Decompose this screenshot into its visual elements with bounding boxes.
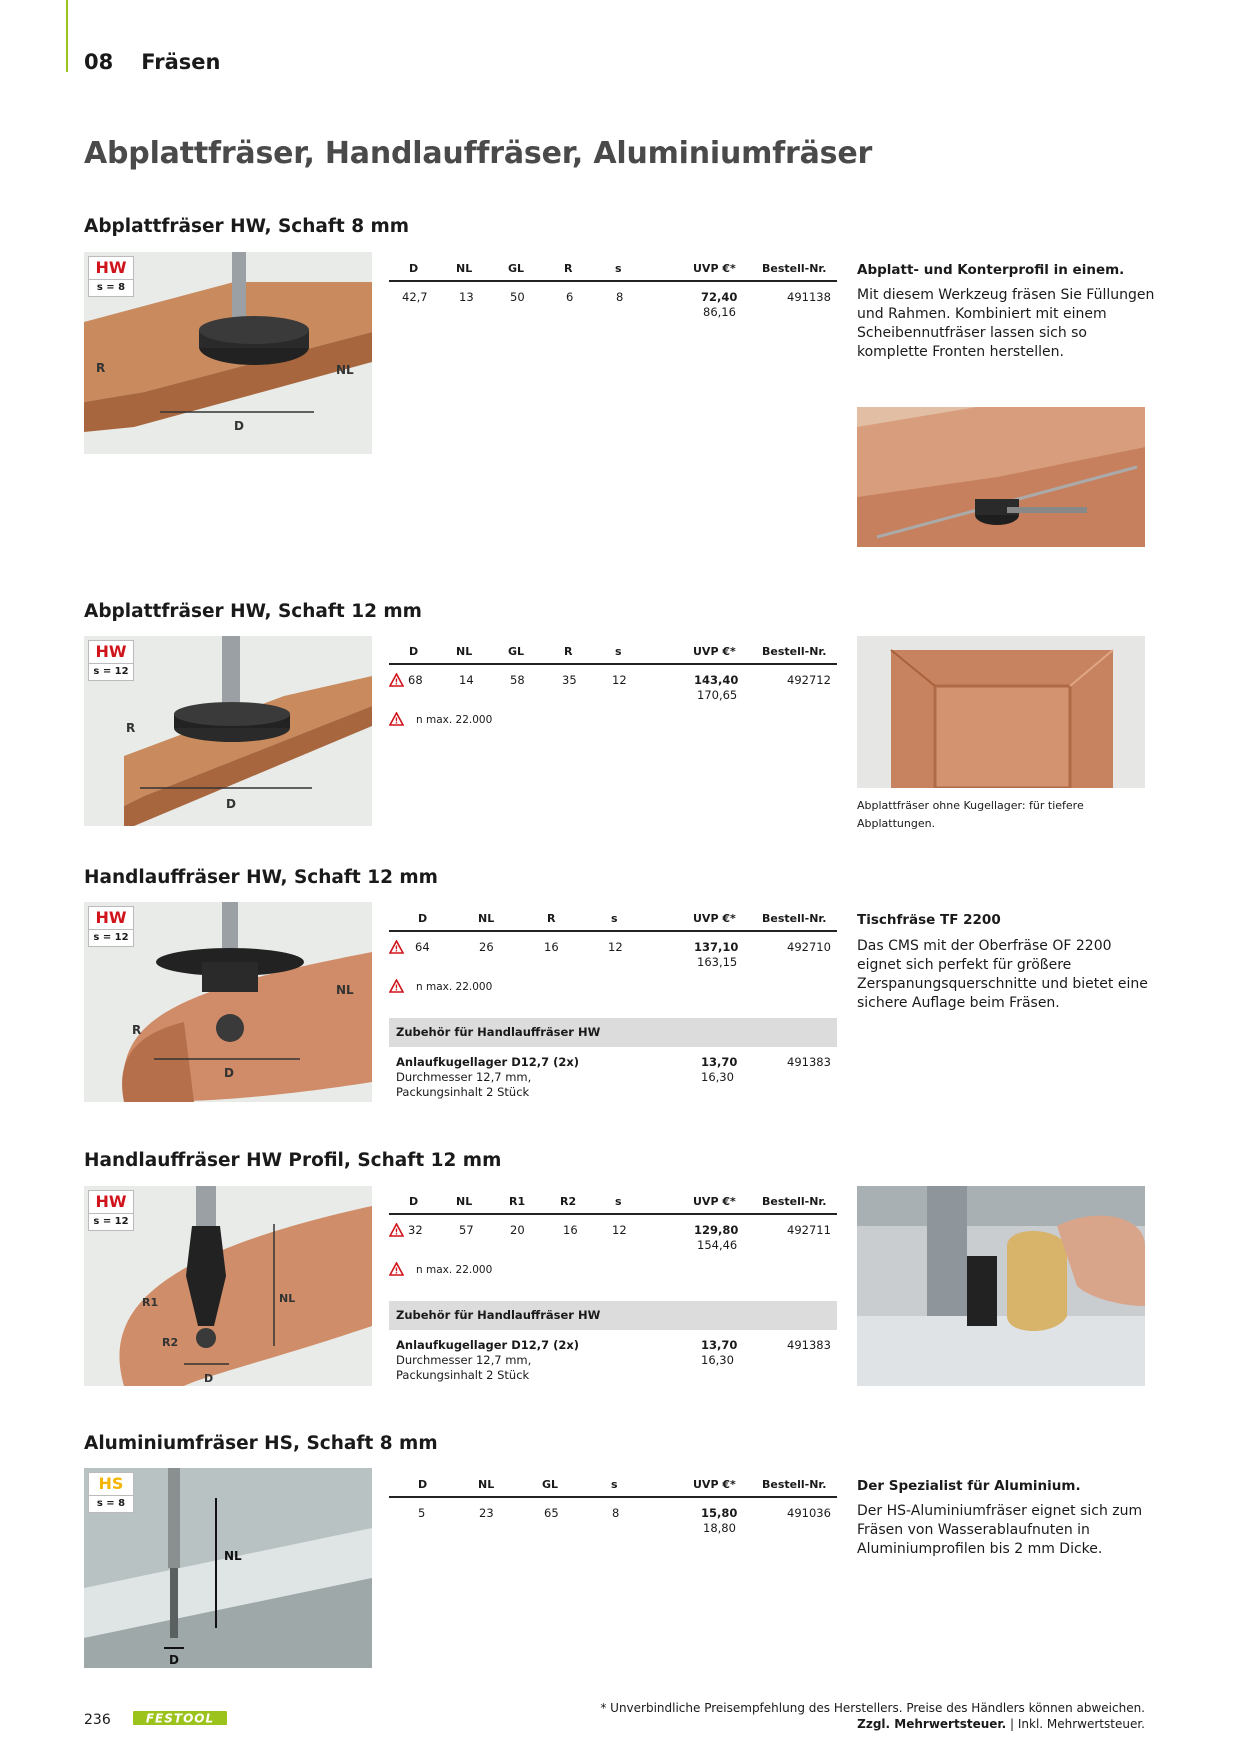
col-header: R <box>564 645 573 658</box>
col-header: s <box>615 1195 622 1208</box>
material-badge <box>88 906 134 947</box>
cell: 5 <box>418 1506 426 1520</box>
section-title: Aluminiumfräser HS, Schaft 8 mm <box>84 1433 438 1454</box>
order-number: 491036 <box>787 1506 831 1520</box>
dim-label-nl: NL <box>279 1292 296 1305</box>
col-header: Bestell-Nr. <box>762 1478 827 1491</box>
table-rule <box>389 663 837 665</box>
product-image <box>84 902 372 1102</box>
svg-text:!: ! <box>394 716 399 726</box>
material-code: HW <box>89 907 133 930</box>
table-rule <box>389 1496 837 1498</box>
product-image <box>84 636 372 826</box>
dim-label-r1: R1 <box>142 1296 159 1309</box>
cell: 26 <box>479 940 494 954</box>
page-title: Abplattfräser, Handlauffräser, Aluminiumfräser <box>84 136 873 171</box>
max-speed-note: n max. 22.000 <box>416 981 493 993</box>
shank-size: s = 12 <box>93 666 129 677</box>
description-text: Das CMS mit der Oberfräse OF 2200 eignet sich perfekt für größere Zerspanungsquerschnitte und bietet eine sichere Auflage beim Fräsen. <box>857 938 1148 1011</box>
svg-text:!: ! <box>394 1266 399 1276</box>
cell: 6 <box>566 290 574 304</box>
price-gross: 170,65 <box>697 688 738 702</box>
shank-size: s = 8 <box>96 282 126 293</box>
product-image <box>84 252 372 454</box>
col-header: GL <box>542 1478 559 1491</box>
dim-label-nl: NL <box>336 363 354 377</box>
description-text: Der HS-Aluminiumfräser eignet sich zum Fräsen von Wasserablaufnuten in Aluminiumprofilen bis 2 mm Dicke. <box>857 1503 1143 1557</box>
col-header: Bestell-Nr. <box>762 1195 827 1208</box>
cell: 35 <box>562 673 577 687</box>
photo-caption: Abplattfräser ohne Kugellager: für tiefere Abplattungen. <box>857 799 1084 830</box>
material-badge <box>88 640 134 681</box>
dim-label-r: R <box>132 1023 142 1037</box>
col-header: R <box>547 912 556 925</box>
col-header: s <box>615 262 622 275</box>
col-header: s <box>611 912 618 925</box>
order-number: 491138 <box>787 290 831 304</box>
dim-label-nl: NL <box>224 1549 242 1563</box>
col-header: GL <box>508 262 525 275</box>
dim-label-d: D <box>224 1066 234 1080</box>
price: 72,40 <box>701 290 738 304</box>
svg-text:!: ! <box>394 944 399 954</box>
accessory-name: Anlaufkugellager D12,7 (2x) <box>396 1338 580 1352</box>
col-header: NL <box>478 1478 495 1491</box>
max-speed-note: n max. 22.000 <box>416 1264 493 1276</box>
cell: 68 <box>408 673 423 687</box>
col-header: NL <box>456 262 473 275</box>
section-title: Abplattfräser HW, Schaft 12 mm <box>84 601 422 622</box>
cell: 57 <box>459 1223 474 1237</box>
table-rule <box>389 930 837 932</box>
warning-icon <box>389 940 404 954</box>
col-header: NL <box>456 645 473 658</box>
product-image <box>84 1468 372 1668</box>
application-photo <box>857 1186 1145 1386</box>
section-title: Handlauffräser HW Profil, Schaft 12 mm <box>84 1150 502 1171</box>
material-code: HS <box>89 1473 133 1496</box>
description-title: Abplatt- und Konterprofil in einem. <box>857 262 1125 278</box>
col-header: UVP €* <box>693 645 736 658</box>
table-rule <box>389 280 837 282</box>
dim-label-r: R <box>96 361 106 375</box>
warning-icon <box>389 712 404 726</box>
dim-label-r: R <box>126 721 136 735</box>
price: 143,40 <box>694 673 739 687</box>
cell: 12 <box>612 1223 627 1237</box>
product-image <box>84 1186 372 1386</box>
price-gross: 18,80 <box>703 1521 736 1535</box>
dim-label-d: D <box>204 1372 214 1385</box>
svg-text:FESTOOL: FESTOOL <box>145 1711 215 1726</box>
material-badge <box>88 1472 134 1513</box>
col-header: D <box>409 262 419 275</box>
price: 13,70 <box>701 1338 738 1352</box>
order-number: 492711 <box>787 1223 831 1237</box>
accessory-detail: Packungsinhalt 2 Stück <box>396 1368 530 1382</box>
cell: 32 <box>408 1223 423 1237</box>
cell: 12 <box>612 673 627 687</box>
tax-separator: | <box>1006 1717 1018 1731</box>
col-header: UVP €* <box>693 912 736 925</box>
col-header: Bestell-Nr. <box>762 645 827 658</box>
accessory-heading: Zubehör für Handlauffräser HW <box>389 1018 837 1047</box>
cell: 14 <box>459 673 474 687</box>
price: 13,70 <box>701 1055 738 1069</box>
application-photo <box>857 407 1145 547</box>
accessory-detail: Durchmesser 12,7 mm, <box>396 1353 532 1367</box>
cell: 13 <box>459 290 474 304</box>
table-rule <box>389 1213 837 1215</box>
material-code: HW <box>89 641 133 664</box>
svg-text:!: ! <box>394 983 399 993</box>
section-title: Handlauffräser HW, Schaft 12 mm <box>84 867 438 888</box>
description-title: Tischfräse TF 2200 <box>857 912 1001 928</box>
price-gross: 16,30 <box>701 1353 734 1367</box>
cell: 8 <box>612 1506 620 1520</box>
description-title: Der Spezialist für Aluminium. <box>857 1478 1081 1494</box>
chapter-heading <box>84 50 220 74</box>
price-gross: 163,15 <box>697 955 738 969</box>
cell: 42,7 <box>402 290 428 304</box>
accessory-detail: Packungsinhalt 2 Stück <box>396 1085 530 1099</box>
cell: 16 <box>563 1223 578 1237</box>
order-number: 491383 <box>787 1055 831 1069</box>
footer-note <box>600 1700 1145 1732</box>
dim-label-d: D <box>226 797 236 811</box>
price: 137,10 <box>694 940 739 954</box>
col-header: s <box>611 1478 618 1491</box>
col-header: UVP €* <box>693 1195 736 1208</box>
section-title: Abplattfräser HW, Schaft 8 mm <box>84 216 410 237</box>
col-header: R2 <box>560 1195 577 1208</box>
product-photo <box>857 636 1145 788</box>
col-header: s <box>615 645 622 658</box>
dim-label-d: D <box>169 1653 179 1667</box>
price: 129,80 <box>694 1223 739 1237</box>
cell: 50 <box>510 290 525 304</box>
warning-icon <box>389 673 404 687</box>
chapter-accent-line <box>66 0 68 72</box>
accessory-heading: Zubehör für Handlauffräser HW <box>389 1301 837 1330</box>
warning-icon <box>389 1223 404 1237</box>
col-header: NL <box>478 912 495 925</box>
chapter-number: 08 <box>84 50 114 74</box>
dim-label-nl: NL <box>336 983 354 997</box>
col-header: D <box>418 1478 428 1491</box>
cell: 64 <box>415 940 430 954</box>
col-header: D <box>409 645 419 658</box>
cell: 20 <box>510 1223 525 1237</box>
shank-size: s = 12 <box>93 932 129 943</box>
col-header: UVP €* <box>693 262 736 275</box>
col-header: R1 <box>509 1195 526 1208</box>
shank-size: s = 12 <box>93 1216 129 1227</box>
order-number: 492710 <box>787 940 831 954</box>
dim-label-d: D <box>234 419 244 433</box>
price-disclaimer: * Unverbindliche Preisempfehlung des Herstellers. Preise des Händlers können abweichen. <box>600 1701 1145 1715</box>
cell: 65 <box>544 1506 559 1520</box>
col-header: GL <box>508 645 525 658</box>
col-header: D <box>409 1195 419 1208</box>
svg-text:!: ! <box>394 1227 399 1237</box>
accessory-detail: Durchmesser 12,7 mm, <box>396 1070 532 1084</box>
price: 15,80 <box>701 1506 738 1520</box>
price-gross: 86,16 <box>703 305 736 319</box>
material-badge <box>88 256 134 297</box>
order-number: 492712 <box>787 673 831 687</box>
cell: 23 <box>479 1506 494 1520</box>
col-header: R <box>564 262 573 275</box>
page-number: 236 <box>84 1712 111 1728</box>
material-badge <box>88 1190 134 1231</box>
warning-icon <box>389 1262 404 1276</box>
brand-logo <box>133 1708 227 1732</box>
col-header: UVP €* <box>693 1478 736 1491</box>
tax-note <box>600 1716 1145 1732</box>
col-header: NL <box>456 1195 473 1208</box>
cell: 12 <box>608 940 623 954</box>
price-gross: 154,46 <box>697 1238 738 1252</box>
price-gross: 16,30 <box>701 1070 734 1084</box>
warning-icon <box>389 979 404 993</box>
svg-text:!: ! <box>394 677 399 687</box>
description-text: Mit diesem Werkzeug fräsen Sie Füllungen und Rahmen. Kombiniert mit einem Scheibennutfräser lassen sich so komplette Fronten herstellen. <box>857 287 1155 360</box>
tax-excl: Zzgl. Mehrwertsteuer. <box>857 1717 1007 1731</box>
max-speed-note: n max. 22.000 <box>416 714 493 726</box>
col-header: Bestell-Nr. <box>762 262 827 275</box>
material-code: HW <box>89 1191 133 1214</box>
accessory-name: Anlaufkugellager D12,7 (2x) <box>396 1055 580 1069</box>
order-number: 491383 <box>787 1338 831 1352</box>
cell: 16 <box>544 940 559 954</box>
cell: 8 <box>616 290 624 304</box>
cell: 58 <box>510 673 525 687</box>
col-header: Bestell-Nr. <box>762 912 827 925</box>
col-header: D <box>418 912 428 925</box>
material-code: HW <box>89 257 133 280</box>
shank-size: s = 8 <box>96 1498 126 1509</box>
dim-label-r2: R2 <box>162 1336 179 1349</box>
tax-incl: Inkl. Mehrwertsteuer. <box>1017 1717 1145 1731</box>
chapter-title: Fräsen <box>141 50 221 74</box>
